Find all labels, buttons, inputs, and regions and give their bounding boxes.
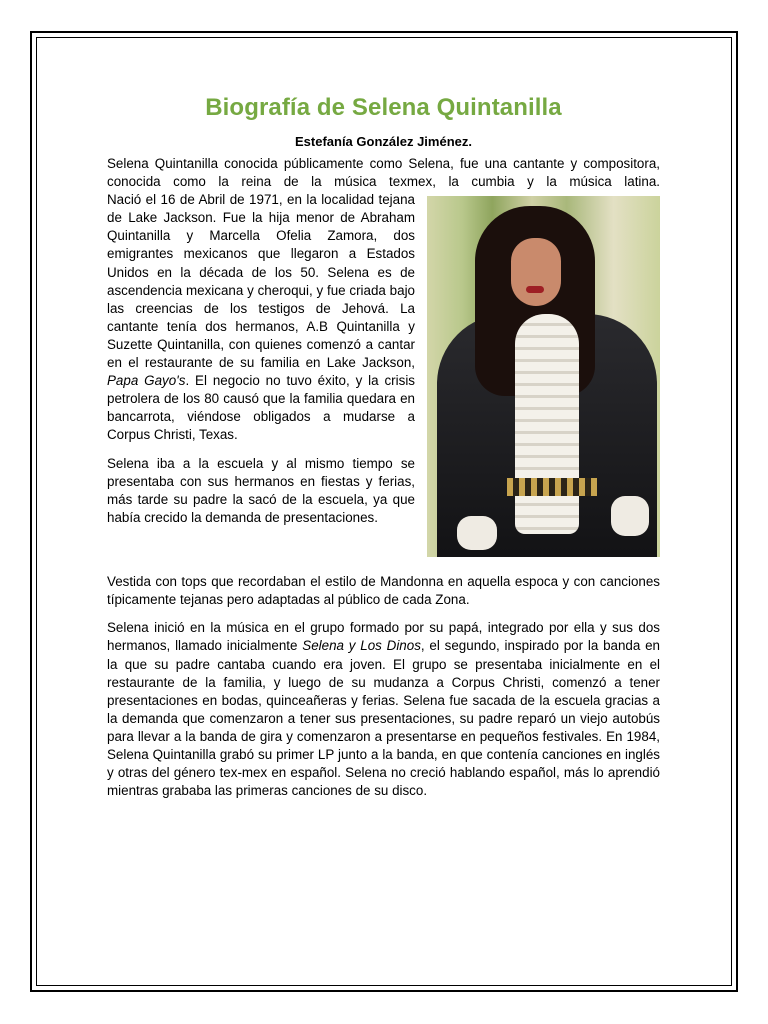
paragraph-style: Vestida con tops que recordaban el estilo de Mandonna en aquella espoca y con canciones típicamente tejanas pero adaptadas al público de cada Zona. xyxy=(107,574,660,608)
photo-face xyxy=(511,238,561,306)
paragraph-intro-rest: Nació el 16 de Abril de 1971, en la localidad tejana de Lake Jackson. Fue la hija menor de Abraham Quintanilla y Marcella Ofelia Zamora, dos emigrantes mexicanos que llegaron a Estados Unidos en la década de los 50. Selena es de ascendencia mexicana y cheroqui, y fue criada bajo las creencias de los testigos de Jehová. La cantante tenía dos hermanos, A.B Quintanilla y Suzette Quintanilla, con quienes comenzó a cantar en el restaurante de su familia en Lake Jackson, Papa Gayo's. El negocio no tuvo éxito, y la crisis petrolera de los 80 causó que la familia quedara en bancarrota, viéndose obligados a mudarse a Corpus Christi, Texas. xyxy=(107,192,415,443)
photo-belt xyxy=(507,478,597,496)
photo-cuff-right xyxy=(611,496,649,536)
band-name: Selena y Los Dinos xyxy=(302,638,421,654)
photo-lips xyxy=(526,286,544,293)
paragraph-career: Selena inició en la música en el grupo formado por su papá, integrado por ella y sus dos hermanos, llamado inicialmente Selena y Los Dinos, el segundo, inspirado por la banda en la que su padre cantaba cuando era joven. El grupo se presentaba inicialmente en el restaurante de la familia, y luego de su mudanza a Corpus Christi, comenzó a tener presentaciones en bodas, quinceañeras y ferias. Selena fue sacada de la escuela gracias a la demanda que comenzaron a tener sus presentaciones, su padre reparó un viejo autobús para llevar a la banda de gira y comenzaron a presentarse en pequeños festivales. En 1984, Selena Quintanilla grabó su primer LP junto a la banda, en que contenía canciones en inglés y otras del género tex-mex en español. Selena no creció hablando español, más lo aprendió mientras grababa las primeras canciones de su disco. xyxy=(107,620,661,799)
author-name: Estefanía González Jiménez. xyxy=(294,134,472,149)
paragraph-intro-lead: Selena Quintanilla conocida públicamente como Selena, fue una cantante y compositora, conocida como la reina de la música texmex, la cumbia y la música latina. xyxy=(107,156,660,190)
paragraph-school: Selena iba a la escuela y al mismo tiempo se presentaba con sus hermanos en fiestas y ferias, más tarde su padre la sacó de la escuela, ya que había crecido la demanda de presentaciones. xyxy=(107,455,415,525)
photo-cuff-left xyxy=(457,516,497,550)
photo-blouse-ruffle xyxy=(515,314,579,534)
restaurant-name: Papa Gayo's xyxy=(107,373,186,389)
document-body xyxy=(107,90,660,800)
selena-photo xyxy=(427,196,660,557)
document-title: Biografía de Selena Quintanilla xyxy=(205,94,562,121)
